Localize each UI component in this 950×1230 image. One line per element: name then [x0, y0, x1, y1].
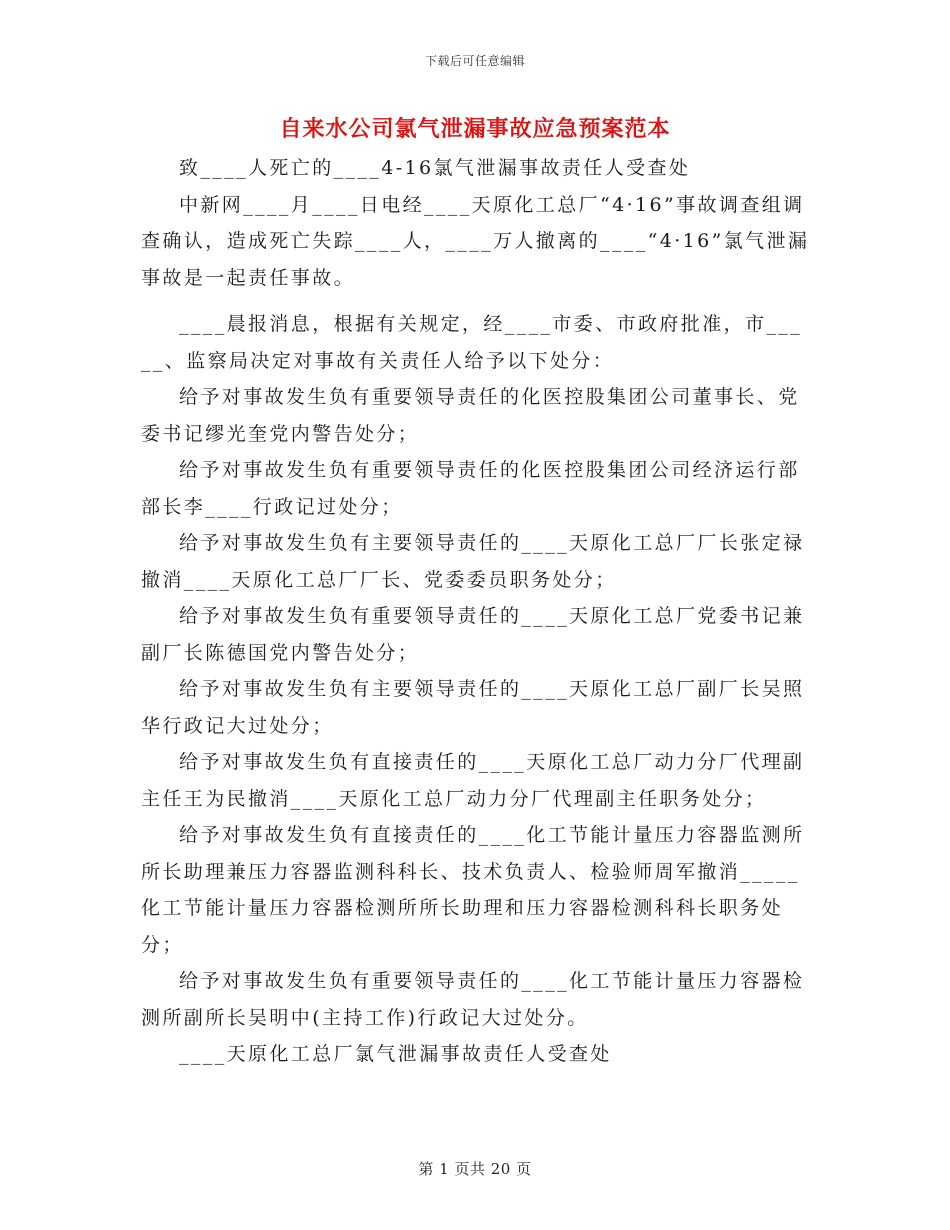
paragraph: 给予对事故发生负有重要领导责任的____化工节能计量压力容器检测所副所长吴明中(主持工作)行政记大过处分。 [141, 970, 805, 1029]
paragraph: 给予对事故发生负有主要领导责任的____天原化工总厂厂长张定禄撤消____天原化工总厂厂长、党委委员职务处分； [141, 532, 805, 591]
document-title: 自来水公司氯气泄漏事故应急预案范本 [279, 116, 671, 142]
document-body [141, 150, 811, 1073]
header-note: 下载后可任意编辑 [424, 54, 525, 68]
paragraph: 给予对事故发生负有主要领导责任的____天原化工总厂副厂长吴照华行政记大过处分； [141, 678, 805, 737]
paragraph: 中新网____月____日电经____天原化工总厂“4·16”事故调查组调查确认，造成死亡失踪____人，____万人撤离的____“4·16”氯气泄漏事故是一起责任事故。 [141, 193, 810, 289]
paragraph: 致____人死亡的____4-16氯气泄漏事故责任人受查处 [179, 157, 691, 179]
paragraph: 给予对事故发生负有重要领导责任的____天原化工总厂党委书记兼副厂长陈德国党内警告处分； [141, 605, 805, 664]
paragraph: 给予对事故发生负有重要领导责任的化医控股集团公司经济运行部部长李____行政记过处分； [141, 459, 800, 518]
paragraph: ____天原化工总厂氯气泄漏事故责任人受查处 [179, 1043, 612, 1065]
paragraph: 给予对事故发生负有直接责任的____天原化工总厂动力分厂代理副主任王为民撤消____天原化工总厂动力分厂代理副主任职务处分； [141, 751, 805, 810]
page-number: 第 1 页共 20 页 [418, 1160, 532, 1178]
paragraph: 给予对事故发生负有重要领导责任的化医控股集团公司董事长、党委书记缪光奎党内警告处分； [141, 386, 800, 445]
paragraph: 给予对事故发生负有直接责任的____化工节能计量压力容器监测所所长助理兼压力容器监测科科长、技术负责人、检验师周军撤消_____化工节能计量压力容器检测所所长助理和压力容器检测科科长职务处分； [141, 824, 805, 956]
paragraph: ____晨报消息，根据有关规定，经____市委、市政府批准，市_____、监察局决定对事故有关责任人给予以下处分： [141, 313, 803, 372]
